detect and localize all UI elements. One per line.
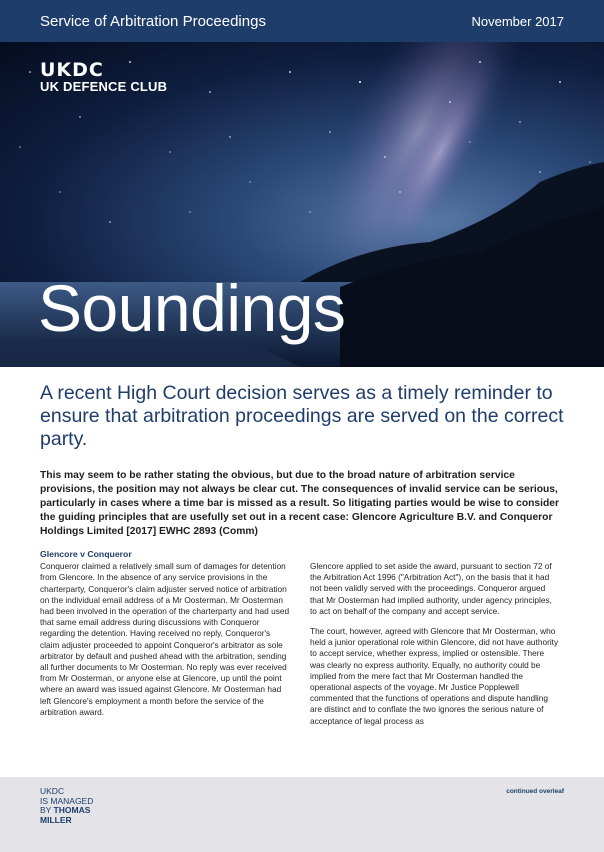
intro-paragraph: This may seem to be rather stating the obvious, but due to the broad nature of arbitration service provisions, the position may not always be clear cut. The consequences of invalid service can be serious, particularly in cases where a time bar is missed as a result. So litigating parties would be wise to consider the guiding principles that are usefully set out in a recent case: Glencore Agriculture B.V. and Conqueror Holdings Limited [2017] EWHC 2893 (Comm) bbox=[40, 470, 560, 537]
body-paragraph: The court, however, agreed with Glencore that Mr Oosterman, who held a junior operational role within Glencore, did not have authority to accept service, whether express, implied or ostensible. There was clearly no express authority. Equally, no authority could be implied from the mere fact that Mr Oosterman handled the operational aspects of the voyage. Mr Justice Popplewell commented that the functions of operations and dispute handling are distinct and to conflate the two ignores the serious nature of acceptance of legal process as bbox=[310, 626, 559, 726]
column-left bbox=[40, 549, 290, 727]
body-paragraph: Glencore applied to set aside the award, pursuant to section 72 of the Arbitration Act 1996 ("Arbitration Act"), on the basis that it had not been validly served with the proceedings. Conqueror argued that Mr Oosterman had implied authority, under agency principles, to act on behalf of the company and accept service. bbox=[310, 561, 552, 616]
column-right bbox=[310, 561, 560, 736]
top-banner bbox=[0, 0, 604, 42]
document-title: Service of Arbitration Proceedings bbox=[40, 13, 266, 30]
lead-paragraph: A recent High Court decision serves as a timely reminder to ensure that arbitration proceedings are served on the correct party. bbox=[40, 382, 564, 450]
logo-name: UK DEFENCE CLUB bbox=[40, 79, 168, 94]
ukdc-logo bbox=[40, 59, 168, 94]
section-subheading: Glencore v Conqueror bbox=[40, 549, 132, 559]
body-paragraph: Conqueror claimed a relatively small sum of damages for detention from Glencore. In the absence of any service provisions in the charterparty, Conqueror's claim adjuster served notice of arbitration on the individual email address of a Mr Oosterman. Mr Oosterman had been involved in the operation of the charterparty and had used that same email address during discussions with Conqueror regarding the detention. Having received no reply, Conqueror's claim adjuster proceeded to appoint Conqueror's arbitrator as sole arbitrator by default and pushed ahead with the arbitration, sending all further documents to Mr Oosterman. No reply was ever received from Mr Oosterman, or anyone else at Glencore, up until the point where an award was issued against Glencore. Mr Oosterman had left Glencore's employment a month before the service of the arbitration award. bbox=[40, 561, 290, 717]
continued-overleaf-note: continued overleaf bbox=[506, 788, 564, 795]
manager-statement: UKDC IS MANAGED BY THOMAS MILLER bbox=[40, 786, 94, 825]
issue-date: November 2017 bbox=[471, 14, 564, 29]
masthead-title: Soundings bbox=[38, 271, 346, 345]
logo-mark: UKDC bbox=[40, 59, 104, 81]
footer bbox=[0, 777, 604, 852]
